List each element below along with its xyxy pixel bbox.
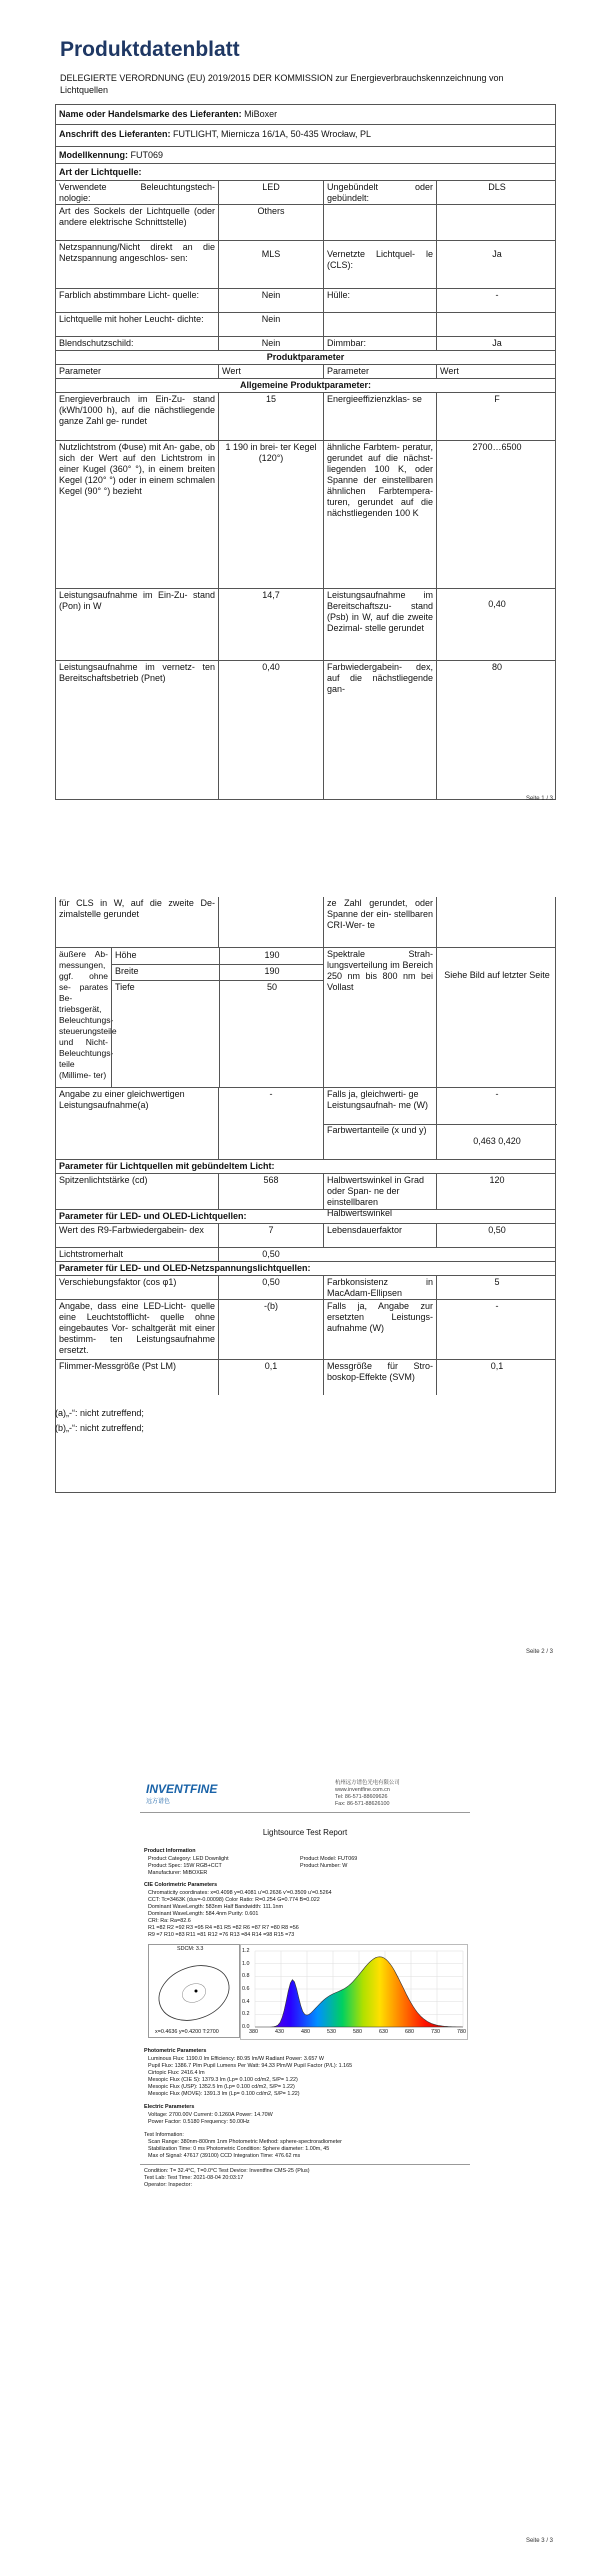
- general-header: Allgemeine Produktparameter:: [56, 378, 555, 392]
- cell: Netzspannung/Nicht direkt an die Netzspannung angeschlos- sen:: [59, 242, 215, 263]
- photo-line: Pupil Flux: 1386.7 Plm Pupil Lumens Per Watt: 94.33 Plm/W Pupil Factor (P/L): 1.165: [148, 2063, 353, 2069]
- table-row: [56, 947, 555, 1087]
- cell: Angabe, dass eine LED-Licht- quelle eine Leuchtstofflicht- quelle ohne eingebautes Vor- schaltgerät mit einer bestimm- ten Leistungsaufnahme ersetzt.: [59, 1301, 215, 1355]
- dim-depth-value: 50: [219, 980, 324, 1088]
- cell: Angabe zu einer gleichwertigen Leistungsaufnahme(a): [59, 1089, 185, 1110]
- manufacturer: Manufacturer: MiBOXER: [148, 1870, 208, 1876]
- report: [140, 1778, 470, 2278]
- photo-line: Cirtopic Flux: 2416.4 lm: [148, 2070, 205, 2076]
- cell: 7: [218, 1224, 323, 1247]
- cell: Nutzlichtstrom (Φuse) mit An- gabe, ob sich der Wert auf den Lichtstrom in einer Kugel (360° °), in einem breiten Kegel (120° °) oder in einem schmalen Kegel (90° °) bezieht: [59, 442, 215, 496]
- cie-line: CCT: Tc=3463K (duv=-0.00098) Color Ratio: R=0.254 G=0.774 B=0.022: [148, 1897, 320, 1903]
- cell: -: [218, 1088, 323, 1159]
- table-page-1: [55, 180, 556, 800]
- table-row: [56, 312, 555, 336]
- cell: -: [436, 1300, 557, 1359]
- cell: -: [436, 1088, 557, 1124]
- dim-depth-label: Tiefe: [115, 982, 135, 992]
- table-row: [56, 1299, 555, 1359]
- column-headers: [56, 364, 555, 378]
- cell: Siehe Bild auf letzter Seite: [436, 948, 557, 1087]
- cell: Blendschutzschild:: [59, 338, 134, 348]
- product-category: Product Category: LED Downlight: [148, 1856, 229, 1862]
- report-title: Lightsource Test Report: [262, 1828, 348, 1837]
- address-value: FUTLIGHT, Miernicza 16/1A, 50-435 Wrocław, PL: [173, 129, 371, 139]
- cell: 0,40: [218, 661, 323, 800]
- company-cn: 杭州远方谱色光电有限公司: [335, 1780, 400, 1786]
- product-spec: Product Spec: 15W RGB+CCT: [148, 1863, 222, 1869]
- cell: 0,1: [436, 1360, 557, 1395]
- spectrum-x-tick: 530: [327, 2029, 336, 2035]
- cell: 0,50: [218, 1248, 323, 1261]
- product-model: Product Model: FUT069: [300, 1856, 358, 1862]
- cie-line: Chromaticity coordinates: x=0.4098 y=0.4081 u'=0.2636 v'=0.3509 u'=0.5264: [148, 1890, 332, 1896]
- bottom-line: Condition: T= 32.4°C, T=0.0°C Test Device: Inventfine CMS-25 (Plus): [144, 2168, 310, 2174]
- led-header: Parameter für LED- und OLED-Lichtquellen:: [56, 1209, 555, 1223]
- address-label: Anschrift des Lieferanten:: [59, 129, 171, 139]
- cell: Spektrale Strah- lungsverteilung im Bereich 250 nm bis 800 nm bei Vollast: [323, 948, 436, 1087]
- cell: Verschiebungsfaktor (cos φ1): [59, 1277, 177, 1287]
- spectrum-y-tick: 0.0: [242, 2024, 250, 2030]
- cell: 0,40: [436, 589, 557, 660]
- spectrum-y-tick: 0.2: [242, 2011, 250, 2018]
- cell: Leistungsaufnahme im Ein-Zu- stand (Pon) in W: [59, 590, 215, 611]
- page-number: Seite 1 / 3: [525, 796, 553, 802]
- spectrum-x-tick: 380: [249, 2029, 258, 2035]
- photo-line: Luminous Flux: 1190.0 lm Efficiency: 80.95 lm/W Radiant Power: 3.657 W: [148, 2056, 324, 2062]
- test-info: Test Information:: [144, 2132, 184, 2138]
- dims-label: äußere Ab- messungen, ggf. ohne se- parates Be- triebsgerät, Beleuchtungs- steuerungsteile und Nicht- Beleuchtungs- teile (Millime- ter): [59, 949, 117, 1080]
- cell: Energieeffizienzklas- se: [323, 393, 436, 440]
- cell: 0,463 0,420: [436, 1124, 557, 1160]
- col-head: Wert: [436, 365, 557, 378]
- cell: LED: [218, 181, 323, 204]
- page-number: Seite 3 / 3: [525, 2538, 553, 2544]
- cell: Ungebündelt oder gebündelt:: [323, 181, 436, 204]
- cell: 0,50: [436, 1224, 557, 1247]
- table-row: [56, 1275, 555, 1299]
- cell: Vernetzte Lichtquel- le (CLS):: [323, 241, 436, 288]
- table-row: [56, 240, 555, 288]
- table-row: [56, 660, 555, 800]
- spectrum-y-tick: 0.4: [242, 1998, 250, 2005]
- table-row: [56, 440, 555, 588]
- cell: Nein: [218, 337, 323, 350]
- table-row: [56, 588, 555, 660]
- cell: Flimmer-Messgröße (Pst LM): [59, 1361, 177, 1371]
- cell: 14,7: [218, 589, 323, 660]
- supplier-line: [59, 109, 277, 119]
- page-3: [0, 1700, 603, 2560]
- elec-head: Electric Parameters: [144, 2104, 195, 2110]
- doc-title: Produktdatenblatt: [60, 38, 240, 61]
- test-info: Scan Range: 380nm-800nm 1nm Photometric Method: sphere-spectroradiometer: [148, 2139, 342, 2145]
- cell: Halbwertswinkel in Grad oder Span- ne der einstellbaren Halbwertswinkel: [323, 1174, 436, 1209]
- cell: für CLS in W, auf die zweite De- zimalstelle gerundet: [59, 898, 215, 919]
- table-page-2: [55, 897, 556, 1493]
- sdcm-label: SDCM: 3.3: [177, 1946, 204, 1952]
- table-row: [56, 204, 555, 240]
- product-number: Product Number: W: [300, 1863, 348, 1869]
- cell: 15: [218, 393, 323, 440]
- dim-height-label: Höhe: [115, 950, 137, 960]
- cell: Lichtstromerhalt: [59, 1249, 124, 1259]
- table-row: [56, 1247, 555, 1261]
- cell: Falls ja, gleichwerti- ge Leistungsaufnah- me (W): [323, 1088, 436, 1124]
- cri-row: R1 =82 R2 =92 R3 =95 R4 =81 R5 =82 R6 =87 R7 =80 R8 =56: [148, 1925, 299, 1931]
- logo-text: INVENTFINE: [146, 1782, 218, 1796]
- spectrum-x-tick: 780: [457, 2029, 466, 2035]
- product-info-head: Product Information: [144, 1848, 196, 1854]
- dim-width-label: Breite: [115, 966, 139, 976]
- spectrum-y-tick: 1.0: [242, 1960, 250, 1967]
- cell: MLS: [218, 241, 323, 288]
- col-head: Parameter: [59, 366, 102, 376]
- table-row: [56, 1087, 555, 1159]
- cell: Wert des R9-Farbwiedergabein- dex: [59, 1225, 204, 1235]
- cell: 568: [218, 1174, 323, 1209]
- spectrum-y-tick: 1.2: [242, 1948, 250, 1954]
- photo-line: Mesopic Flux (USP): 1352.5 lm (Lp= 0.100 cd/m2, S/P= 1.22): [148, 2084, 295, 2090]
- elec-line: Voltage: 2700.00V Current: 0.1260A Power: 14.70W: [148, 2112, 273, 2118]
- model-label: Modellkennung:: [59, 150, 128, 160]
- cell: Spitzenlichtstärke (cd): [59, 1175, 148, 1185]
- cri-row: R9 =7 R10 =83 R11 =81 R12 =76 R13 =84 R14 =98 R15 =73: [148, 1932, 295, 1938]
- cell: Falls ja, Angabe zur ersetzten Leistungs- aufnahme (W): [323, 1300, 436, 1359]
- cell: 5: [436, 1276, 557, 1299]
- table-row: [56, 288, 555, 312]
- cell: Leistungsaufnahme im Bereitschaftszu- stand (Psb) in W, auf die zweite Dezimal- stelle gerundet: [323, 589, 436, 660]
- cell: Leistungsaufnahme im vernetz- ten Bereitschaftsbetrieb (Pnet): [59, 662, 215, 683]
- photo-line: Mesopic Flux (MOVE): 1391.3 lm (Lp= 0.100 cd/m2, S/P= 1.22): [148, 2091, 300, 2097]
- page-number: Seite 2 / 3: [525, 1649, 553, 1655]
- supplier-value: MiBoxer: [244, 109, 278, 119]
- elec-line: Power Factor: 0.5180 Frequency: 50.00Hz: [148, 2119, 250, 2125]
- model-line: [59, 150, 163, 160]
- cell: Nein: [218, 289, 323, 312]
- directional-header: Parameter für Lichtquellen mit gebündeltem Licht:: [56, 1159, 555, 1173]
- bottom-line: Operator: Inspector:: [144, 2182, 192, 2188]
- report-logo: [146, 1782, 217, 1805]
- cell: 120: [436, 1174, 557, 1209]
- table-row: [56, 336, 555, 350]
- test-info: Max of Signal: 47617 (39100) CCD Integration Time: 476.62 ms: [148, 2153, 301, 2159]
- spectrum-x-tick: 630: [379, 2029, 388, 2035]
- cell: Others: [218, 205, 323, 240]
- cell: Hülle:: [323, 289, 436, 312]
- cie-line: Dominant WaveLength: 584.4nm Purity: 0.601: [148, 1911, 259, 1917]
- cell: Verwendete Beleuchtungstech- nologie:: [59, 182, 215, 203]
- bottom-line: Test Lab: Test Time: 2021-08-04 20:03:17: [144, 2175, 244, 2181]
- cell: 80: [436, 661, 557, 800]
- cell: Nein: [218, 313, 323, 336]
- cell: Farbwertanteile (x und y): [323, 1124, 436, 1160]
- cie-line: Dominant WaveLength: 583nm Half Bandwidth: 111.1nm: [148, 1904, 284, 1910]
- cell: Lichtquelle mit hoher Leucht- dichte:: [59, 314, 204, 324]
- table-row: [56, 1223, 555, 1247]
- cie-head: CIE Colorimetric Parameters: [144, 1882, 218, 1888]
- cie-ellipse-svg: [149, 1953, 239, 2031]
- cie-line: CRI: Ra: Ra=82.6: [148, 1918, 191, 1924]
- cie-caption: x=0.4636 y=0.4200 T:2700: [155, 2029, 219, 2035]
- cell: Ja: [436, 337, 557, 350]
- col-head: Parameter: [323, 365, 436, 378]
- cell: ähnliche Farbtem- peratur, gerundet auf die nächst- liegenden 100 K, oder Spanne der einstellbaren ähnlichen Farbtempera- turen, gerundet auf die nächstliegenden 100 K: [323, 441, 436, 588]
- spectrum-svg: [241, 1945, 467, 2039]
- mains-header: Parameter für LED- und OLED-Netzspannungslichtquellen:: [56, 1261, 555, 1275]
- logo-sub: 远方谱色: [146, 1799, 171, 1805]
- model-value: FUT069: [130, 150, 164, 160]
- spectrum-x-tick: 480: [301, 2029, 310, 2035]
- cell: 2700…6500: [436, 441, 557, 588]
- cell: -(b): [218, 1300, 323, 1359]
- col-head: Wert: [218, 365, 323, 378]
- footnote-a: (a)„-“: nicht zutreffend;: [55, 1408, 144, 1418]
- table-row: [56, 897, 555, 947]
- spectrum-x-tick: 730: [431, 2029, 440, 2035]
- company-fax: Fax: 86-571-88626100: [335, 1801, 390, 1807]
- cell: Farbwiedergabein- dex, auf die nächstliegende gan-: [323, 661, 436, 800]
- type-label: Art der Lichtquelle:: [59, 167, 142, 177]
- photo-line: Mesopic Flux (CIE S): 1379.3 lm (Lp= 0.100 cd/m2, S/P= 1.22): [148, 2077, 298, 2083]
- cell: Farbkonsistenz in MacAdam-Ellipsen: [323, 1276, 436, 1299]
- table-row: [56, 1359, 555, 1395]
- page-2: [0, 885, 603, 1675]
- cell: Dimmbar:: [323, 337, 436, 350]
- cell: Ja: [436, 241, 557, 288]
- dim-height-value: 190: [219, 948, 324, 964]
- company-web: www.inventfine.com.cn: [335, 1787, 390, 1793]
- footnote-b: (b)„-“: nicht zutreffend;: [55, 1423, 144, 1433]
- cell: -: [436, 289, 557, 312]
- page-1: [0, 0, 603, 810]
- spectrum-x-tick: 580: [353, 2029, 362, 2035]
- param-header: Produktparameter: [56, 350, 555, 364]
- cell: Messgröße für Stro- boskop-Effekte (SVM): [323, 1360, 436, 1395]
- address-line: [59, 129, 371, 139]
- table-row: [56, 180, 555, 204]
- company-tel: Tel: 86-571-88609626: [335, 1794, 388, 1800]
- info-block: [55, 104, 556, 180]
- cell: 0,1: [218, 1360, 323, 1395]
- cell: Art des Sockels der Lichtquelle (oder andere elektrische Schnittstelle): [59, 206, 215, 227]
- dim-width-value: 190: [219, 964, 324, 980]
- spectrum-y-tick: 0.6: [242, 1986, 250, 1992]
- cell: Farblich abstimmbare Licht- quelle:: [59, 290, 200, 300]
- cell: ze Zahl gerundet, oder Spanne der ein- stellbaren CRI-Wer- te: [323, 897, 436, 947]
- spectrum-y-tick: 0.8: [242, 1973, 250, 1980]
- cell: 0,50: [218, 1276, 323, 1299]
- table-row: [56, 392, 555, 440]
- doc-subtitle: DELEGIERTE VERORDNUNG (EU) 2019/2015 DER KOMMISSION zur Energieverbrauchskennzeichnung von Lichtquellen: [60, 73, 504, 95]
- cell: F: [436, 393, 557, 440]
- cell: DLS: [436, 181, 557, 204]
- test-info: Stabilization Time: 0 ms Photometric Condition: Sphere diameter: 1.00m, 45: [148, 2146, 330, 2152]
- spectrum-x-tick: 430: [275, 2029, 284, 2035]
- cell: Energieverbrauch im Ein-Zu- stand (kWh/1000 h), auf die nächstliegende ganze Zahl ge- rundet: [59, 394, 215, 426]
- cell: 1 190 in brei- ter Kegel (120°): [218, 441, 323, 588]
- spectrum-x-tick: 680: [405, 2029, 414, 2035]
- photo-head: Photometric Parameters: [144, 2048, 207, 2054]
- cell: Lebensdauerfaktor: [323, 1224, 436, 1247]
- supplier-label: Name oder Handelsmarke des Lieferanten:: [59, 109, 242, 119]
- spectrum-chart: [240, 1944, 468, 2040]
- cie-diagram: [148, 1944, 240, 2038]
